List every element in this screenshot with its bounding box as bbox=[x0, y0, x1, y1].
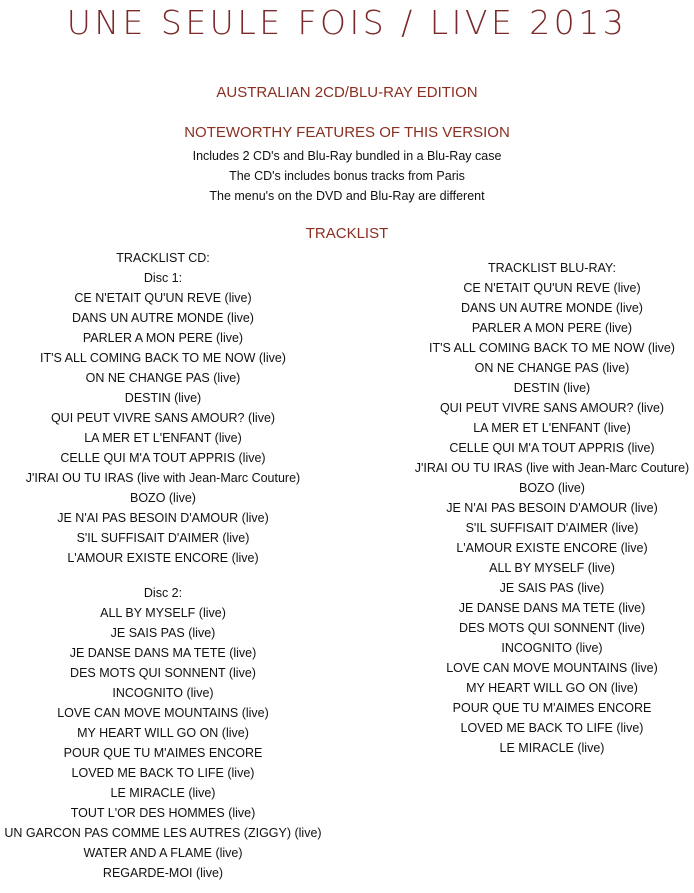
track-item: CE N'ETAIT QU'UN REVE (live) bbox=[463, 281, 641, 295]
track-item: DESTIN (live) bbox=[124, 391, 202, 405]
track-item: IT'S ALL COMING BACK TO ME NOW (live) bbox=[429, 341, 675, 355]
track-item: JE DANSE DANS MA TETE (live) bbox=[69, 646, 257, 660]
bluray-tracklist-label: TRACKLIST BLU-RAY: bbox=[487, 261, 617, 275]
track-item: WATER AND A FLAME (live) bbox=[83, 846, 243, 860]
track-item: DES MOTS QUI SONNENT (live) bbox=[459, 621, 645, 635]
track-item: MY HEART WILL GO ON (live) bbox=[466, 681, 638, 695]
track-item: ON NE CHANGE PAS (live) bbox=[474, 361, 630, 375]
track-item: LOVE CAN MOVE MOUNTAINS (live) bbox=[446, 661, 658, 675]
track-item: JE N'AI PAS BESOIN D'AMOUR (live) bbox=[446, 501, 658, 515]
track-item: DANS UN AUTRE MONDE (live) bbox=[461, 301, 643, 315]
track-item: CELLE QUI M'A TOUT APPRIS (live) bbox=[449, 441, 655, 455]
track-item: QUI PEUT VIVRE SANS AMOUR? (live) bbox=[439, 401, 665, 415]
page-title: UNE SEULE FOIS / LIVE 2013 bbox=[66, 3, 628, 42]
features-heading: NOTEWORTHY FEATURES OF THIS VERSION bbox=[184, 124, 510, 141]
cd-tracklist bbox=[0, 248, 326, 883]
track-item: TOUT L'OR DES HOMMES (live) bbox=[70, 806, 256, 820]
track-item: BOZO (live) bbox=[519, 481, 585, 495]
track-item: PARLER A MON PERE (live) bbox=[471, 321, 633, 335]
track-item: ALL BY MYSELF (live) bbox=[489, 561, 615, 575]
track-item: L'AMOUR EXISTE ENCORE (live) bbox=[67, 551, 259, 565]
cd-tracklist-label: TRACKLIST CD: bbox=[116, 251, 210, 265]
disc2-label: Disc 2: bbox=[143, 586, 183, 600]
track-item: INCOGNITO (live) bbox=[112, 686, 214, 700]
track-item: JE SAIS PAS (live) bbox=[499, 581, 605, 595]
track-item: QUI PEUT VIVRE SANS AMOUR? (live) bbox=[50, 411, 276, 425]
track-item: MY HEART WILL GO ON (live) bbox=[77, 726, 249, 740]
track-item: DANS UN AUTRE MONDE (live) bbox=[72, 311, 254, 325]
edition-heading: AUSTRALIAN 2CD/BLU-RAY EDITION bbox=[216, 84, 478, 101]
features-list bbox=[0, 146, 694, 206]
track-item: INCOGNITO (live) bbox=[501, 641, 603, 655]
track-item: PARLER A MON PERE (live) bbox=[82, 331, 244, 345]
track-item: LOVE CAN MOVE MOUNTAINS (live) bbox=[57, 706, 269, 720]
feature-item: Includes 2 CD's and Blu-Ray bundled in a Blu-Ray case bbox=[192, 149, 502, 163]
bluray-tracklist bbox=[408, 258, 694, 758]
track-item: JE N'AI PAS BESOIN D'AMOUR (live) bbox=[57, 511, 269, 525]
track-item: L'AMOUR EXISTE ENCORE (live) bbox=[456, 541, 648, 555]
track-item: LE MIRACLE (live) bbox=[110, 786, 216, 800]
track-item: S'IL SUFFISAIT D'AIMER (live) bbox=[76, 531, 250, 545]
track-item: REGARDE-MOI (live) bbox=[102, 866, 224, 880]
track-item: CE N'ETAIT QU'UN REVE (live) bbox=[74, 291, 252, 305]
disc-spacer bbox=[0, 568, 326, 583]
track-item: J'IRAI OU TU IRAS (live with Jean-Marc Couture) bbox=[414, 461, 690, 475]
track-item: BOZO (live) bbox=[130, 491, 196, 505]
track-item: JE DANSE DANS MA TETE (live) bbox=[458, 601, 646, 615]
track-item: ON NE CHANGE PAS (live) bbox=[85, 371, 241, 385]
track-item: LOVED ME BACK TO LIFE (live) bbox=[71, 766, 255, 780]
feature-item: The CD's includes bonus tracks from Paris bbox=[229, 169, 465, 183]
track-item: S'IL SUFFISAIT D'AIMER (live) bbox=[465, 521, 639, 535]
tracklist-heading: TRACKLIST bbox=[305, 225, 389, 242]
track-item: LE MIRACLE (live) bbox=[499, 741, 605, 755]
track-item: J'IRAI OU TU IRAS (live with Jean-Marc Couture) bbox=[25, 471, 301, 485]
track-item: DES MOTS QUI SONNENT (live) bbox=[70, 666, 256, 680]
track-item: ALL BY MYSELF (live) bbox=[100, 606, 226, 620]
track-item: UN GARCON PAS COMME LES AUTRES (ZIGGY) (live) bbox=[4, 826, 322, 840]
track-item: LOVED ME BACK TO LIFE (live) bbox=[460, 721, 644, 735]
feature-item: The menu's on the DVD and Blu-Ray are different bbox=[209, 189, 485, 203]
track-item: JE SAIS PAS (live) bbox=[110, 626, 216, 640]
track-item: POUR QUE TU M'AIMES ENCORE bbox=[63, 746, 263, 760]
track-item: POUR QUE TU M'AIMES ENCORE bbox=[452, 701, 652, 715]
disc1-label: Disc 1: bbox=[143, 271, 183, 285]
track-item: DESTIN (live) bbox=[513, 381, 591, 395]
track-item: LA MER ET L'ENFANT (live) bbox=[84, 431, 242, 445]
track-item: CELLE QUI M'A TOUT APPRIS (live) bbox=[60, 451, 266, 465]
track-item: LA MER ET L'ENFANT (live) bbox=[473, 421, 631, 435]
track-item: IT'S ALL COMING BACK TO ME NOW (live) bbox=[40, 351, 286, 365]
